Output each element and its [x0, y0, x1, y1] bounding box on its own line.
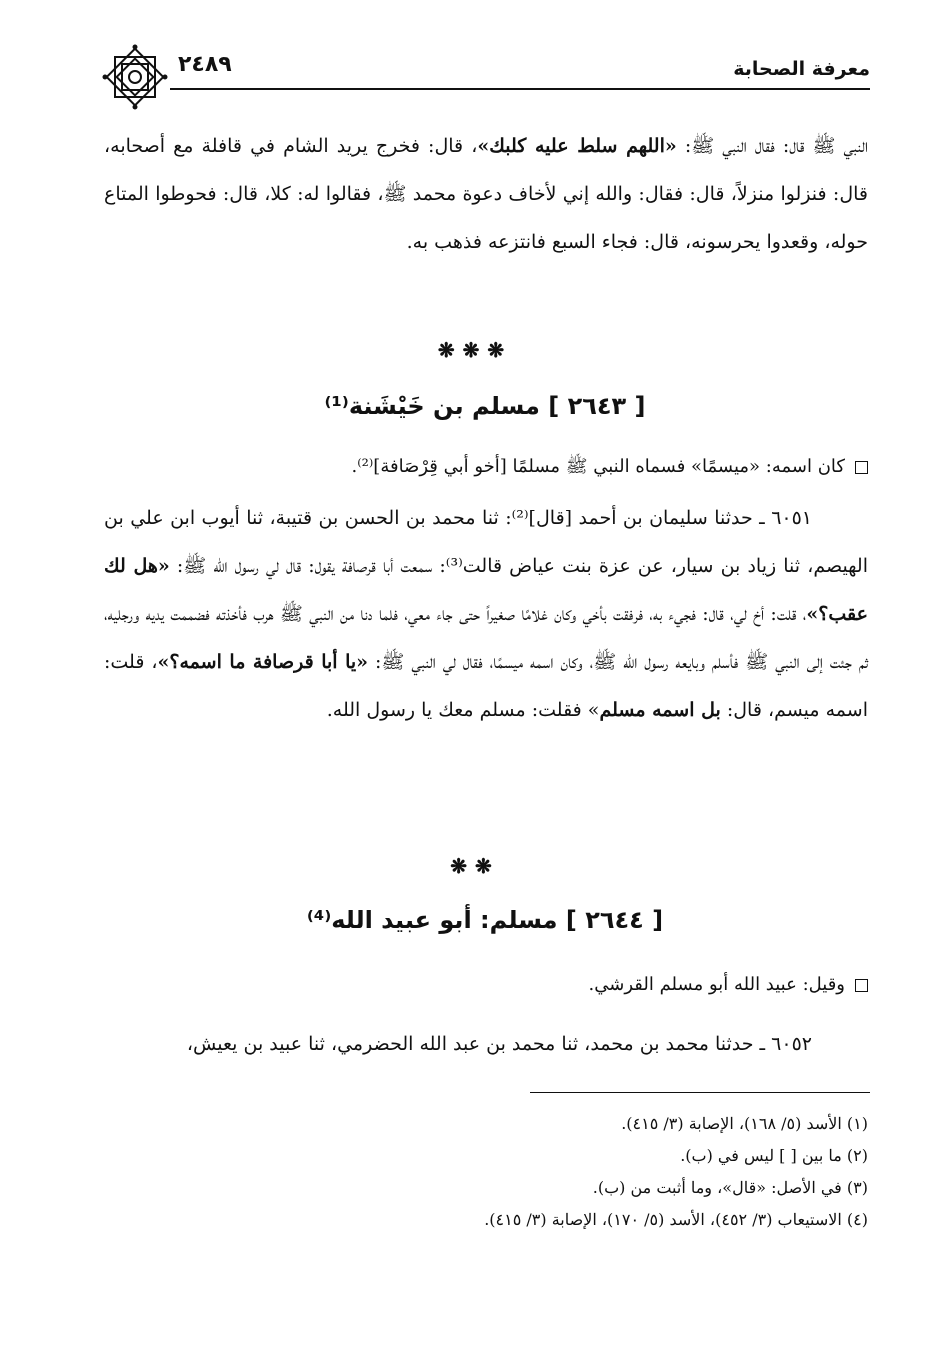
book-title: معرفة الصحابة: [733, 58, 870, 80]
square-bullet-icon-2: [855, 979, 868, 992]
paragraph-1-part-a: النبي ﷺ قال: فقال النبي ﷺ:: [676, 135, 869, 157]
header-rule: [170, 88, 870, 90]
footnote-4: (٤) الاستيعاب (٣/ ٤٥٢)، الأسد (٥/ ١٧٠)، الإصابة (٣/ ٤١٥).: [484, 1210, 868, 1229]
entry-note-2643: [104, 452, 868, 482]
page-number: ٢٤٨٩: [178, 52, 232, 77]
footnote-3: (٣) في الأصل: «قال»، وما أثبت من (ب).: [592, 1178, 868, 1197]
hadith-6051-part-d: » فقلت: مسلم معك يا رسول الله.: [326, 699, 600, 721]
entry-heading-2644: [ ٢٦٤٤ ] مسلم: أبو عبيد الله⁽⁴⁾: [306, 906, 664, 934]
square-bullet-icon: [855, 461, 868, 474]
page-header: [100, 50, 870, 110]
star-rosette-icon: [100, 42, 170, 112]
paragraph-hadith-6051: [104, 494, 868, 734]
hadith-6051-part-c: ، قلت: اسمه ميسم، قال:: [104, 651, 868, 721]
paragraph-1-part-b: ، قال: فخرج يريد الشام في قافلة مع أصحابه، قال: فنزلوا منزلاً، قال: فقال: والله إني لأخاف دعوة محمد ﷺ، فقالوا له: كلا، قال: فحوطوا المتاع حوله، وقعدوا يحرسونه، قال: فجاء السبع فانتزعه فذهب به.: [104, 135, 868, 253]
paragraph-1-quote: «اللهم سلط عليه كلبك»: [477, 135, 677, 157]
footnotes: [200, 1108, 868, 1236]
footnote-rule: [530, 1092, 870, 1093]
entry-note-2643-text: كان اسمه: «ميسمًا» فسماه النبي ﷺ مسلمًا [أخو أبي قِرْصَافة]⁽²⁾.: [351, 456, 845, 477]
hadith-6051-quote-1: «هل لك عقب؟»: [104, 555, 868, 625]
paragraph-1: [104, 122, 868, 266]
hadith-6051-part-a: ٦٠٥١ ـ حدثنا سليمان بن أحمد [قال]⁽²⁾: ثنا محمد بن الحسن بن قتيبة، ثنا أيوب ابن علي بن الهيصم، ثنا زياد بن سيار، عن عزة بنت عياض قالت⁽³⁾: سمعت أبا قرصافة يقول: قال لي رسول الله ﷺ:: [104, 507, 869, 577]
section-divider-stars: ❋❋❋: [437, 338, 513, 362]
section-divider-stars-2: ❋❋: [450, 854, 500, 878]
entry-note-2644: [104, 970, 868, 1000]
footnote-2: (٢) ما بين [ ] ليس في (ب).: [680, 1146, 868, 1165]
entry-heading-2643: [ ٢٦٤٣ ] مسلم بن خَيْشَنة⁽¹⁾: [324, 392, 646, 420]
footnote-1: (١) الأسد (٥/ ١٦٨)، الإصابة (٣/ ٤١٥).: [621, 1114, 868, 1133]
hadith-6051-quote-2: «يا أبا قرصافة ما اسمه؟»: [157, 651, 369, 673]
hadith-6051-quote-3: بل اسمه مسلم: [599, 699, 721, 721]
entry-note-2644-text: وقيل: عبيد الله أبو مسلم القرشي.: [588, 974, 845, 995]
paragraph-hadith-6052: ٦٠٥٢ ـ حدثنا محمد بن محمد، ثنا محمد بن عبد الله الحضرمي، ثنا عبيد بن يعيش،: [186, 1033, 812, 1055]
hadith-6051-part-b: ، قلت: أخ لي، قال: فجيء به، فرفقت بأخي وكان غلامًا صغيراً حتى جاء معي، فلما دنا من النبي ﷺ هرب فأخذته فضممت يديه ورجليه، ثم جئت إلى النبي ﷺ فأسلم وبايعه رسول الله ﷺ، وكان اسمه ميسمًا، فقال لي النبي ﷺ:: [104, 603, 868, 673]
